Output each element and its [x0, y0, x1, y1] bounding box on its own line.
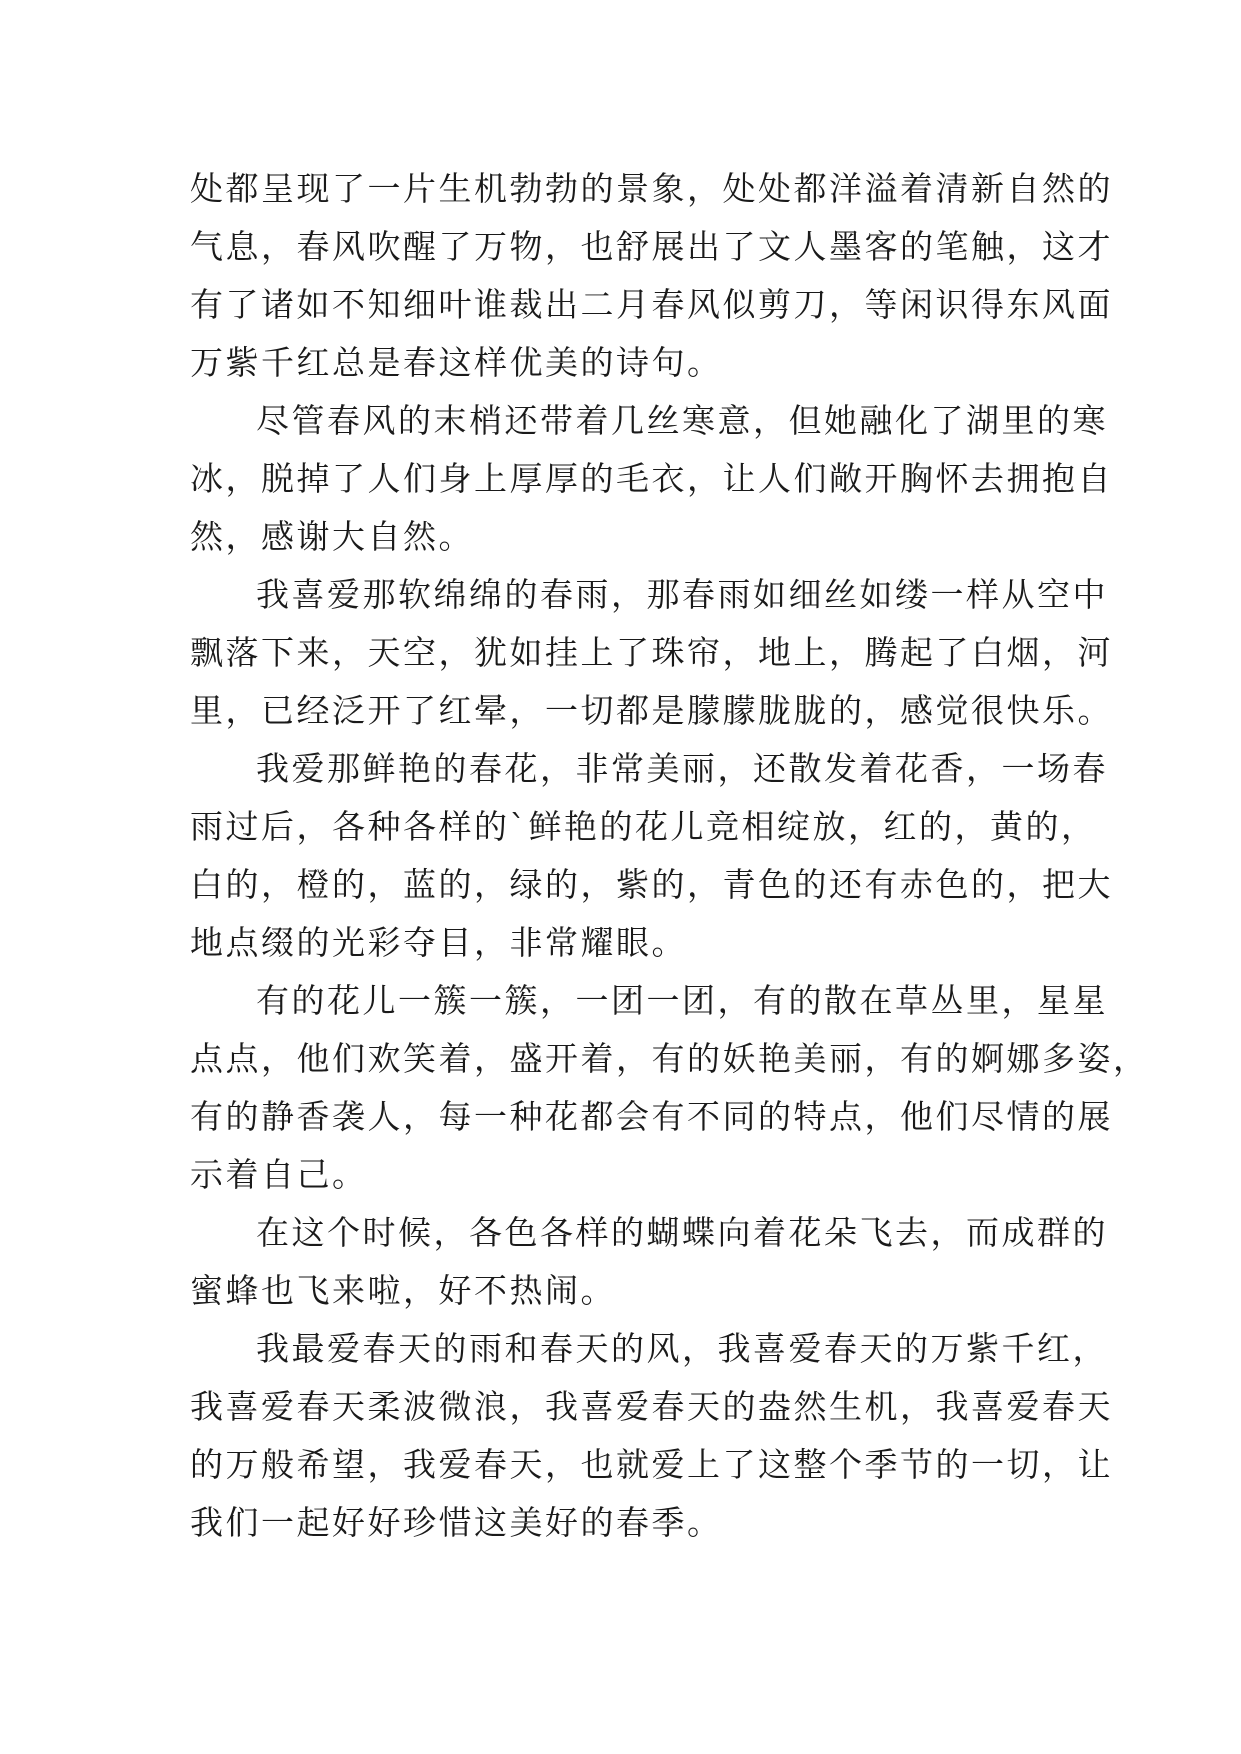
- text-line: 的万般希望，我爱春天，也就爱上了这整个季节的一切，让: [190, 1445, 1113, 1484]
- paragraph-2: [190, 392, 1113, 566]
- text-line: 气息，春风吹醒了万物，也舒展出了文人墨客的笔触，这才: [190, 227, 1113, 266]
- text-line: 我喜爱那软绵绵的春雨，那春雨如细丝如缕一样从空中: [256, 575, 1108, 614]
- text-line: 有的花儿一簇一簇，一团一团，有的散在草丛里，星星: [256, 981, 1108, 1020]
- text-line: 里，已经泛开了红晕，一切都是朦朦胧胧的，感觉很快乐。: [190, 691, 1113, 730]
- text-line: 蜜蜂也飞来啦，好不热闹。: [190, 1271, 616, 1310]
- text-line: 有了诸如不知细叶谁裁出二月春风似剪刀，等闲识得东风面: [190, 285, 1113, 324]
- paragraph-6: [190, 1204, 1108, 1320]
- paragraph-7: [190, 1320, 1113, 1552]
- text-line: 点点，他们欢笑着，盛开着，有的妖艳美丽，有的婀娜多姿，: [190, 1039, 1149, 1078]
- text-line: 尽管春风的末梢还带着几丝寒意，但她融化了湖里的寒: [256, 401, 1108, 440]
- paragraph-3: [190, 566, 1113, 740]
- document-body: [190, 160, 1149, 1552]
- text-line: 示着自己。: [190, 1155, 368, 1194]
- text-line: 有的静香袭人，每一种花都会有不同的特点，他们尽情的展: [190, 1097, 1113, 1136]
- paragraph-1: [190, 160, 1113, 392]
- text-line: 在这个时候，各色各样的蝴蝶向着花朵飞去，而成群的: [256, 1213, 1108, 1252]
- text-line: 白的，橙的，蓝的，绿的，紫的，青色的还有赤色的，把大: [190, 865, 1113, 904]
- text-line: 我最爱春天的雨和春天的风，我喜爱春天的万紫千红，: [256, 1329, 1108, 1368]
- text-line: 地点缀的光彩夺目，非常耀眼。: [190, 923, 687, 962]
- text-line: 冰，脱掉了人们身上厚厚的毛衣，让人们敞开胸怀去拥抱自: [190, 459, 1113, 498]
- text-line: 处都呈现了一片生机勃勃的景象，处处都洋溢着清新自然的: [190, 169, 1113, 208]
- text-line: 万紫千红总是春这样优美的诗句。: [190, 343, 723, 382]
- text-line: 我们一起好好珍惜这美好的春季。: [190, 1503, 723, 1542]
- text-line: 飘落下来，天空，犹如挂上了珠帘，地上，腾起了白烟，河: [190, 633, 1113, 672]
- text-line: 然，感谢大自然。: [190, 517, 474, 556]
- paragraph-5: [190, 972, 1149, 1204]
- text-line: 雨过后，各种各样的`鲜艳的花儿竞相绽放，红的，黄的，: [190, 807, 1097, 846]
- paragraph-4: [190, 740, 1113, 972]
- text-line: 我爱那鲜艳的春花，非常美丽，还散发着花香，一场春: [256, 749, 1108, 788]
- text-line: 我喜爱春天柔波微浪，我喜爱春天的盎然生机，我喜爱春天: [190, 1387, 1113, 1426]
